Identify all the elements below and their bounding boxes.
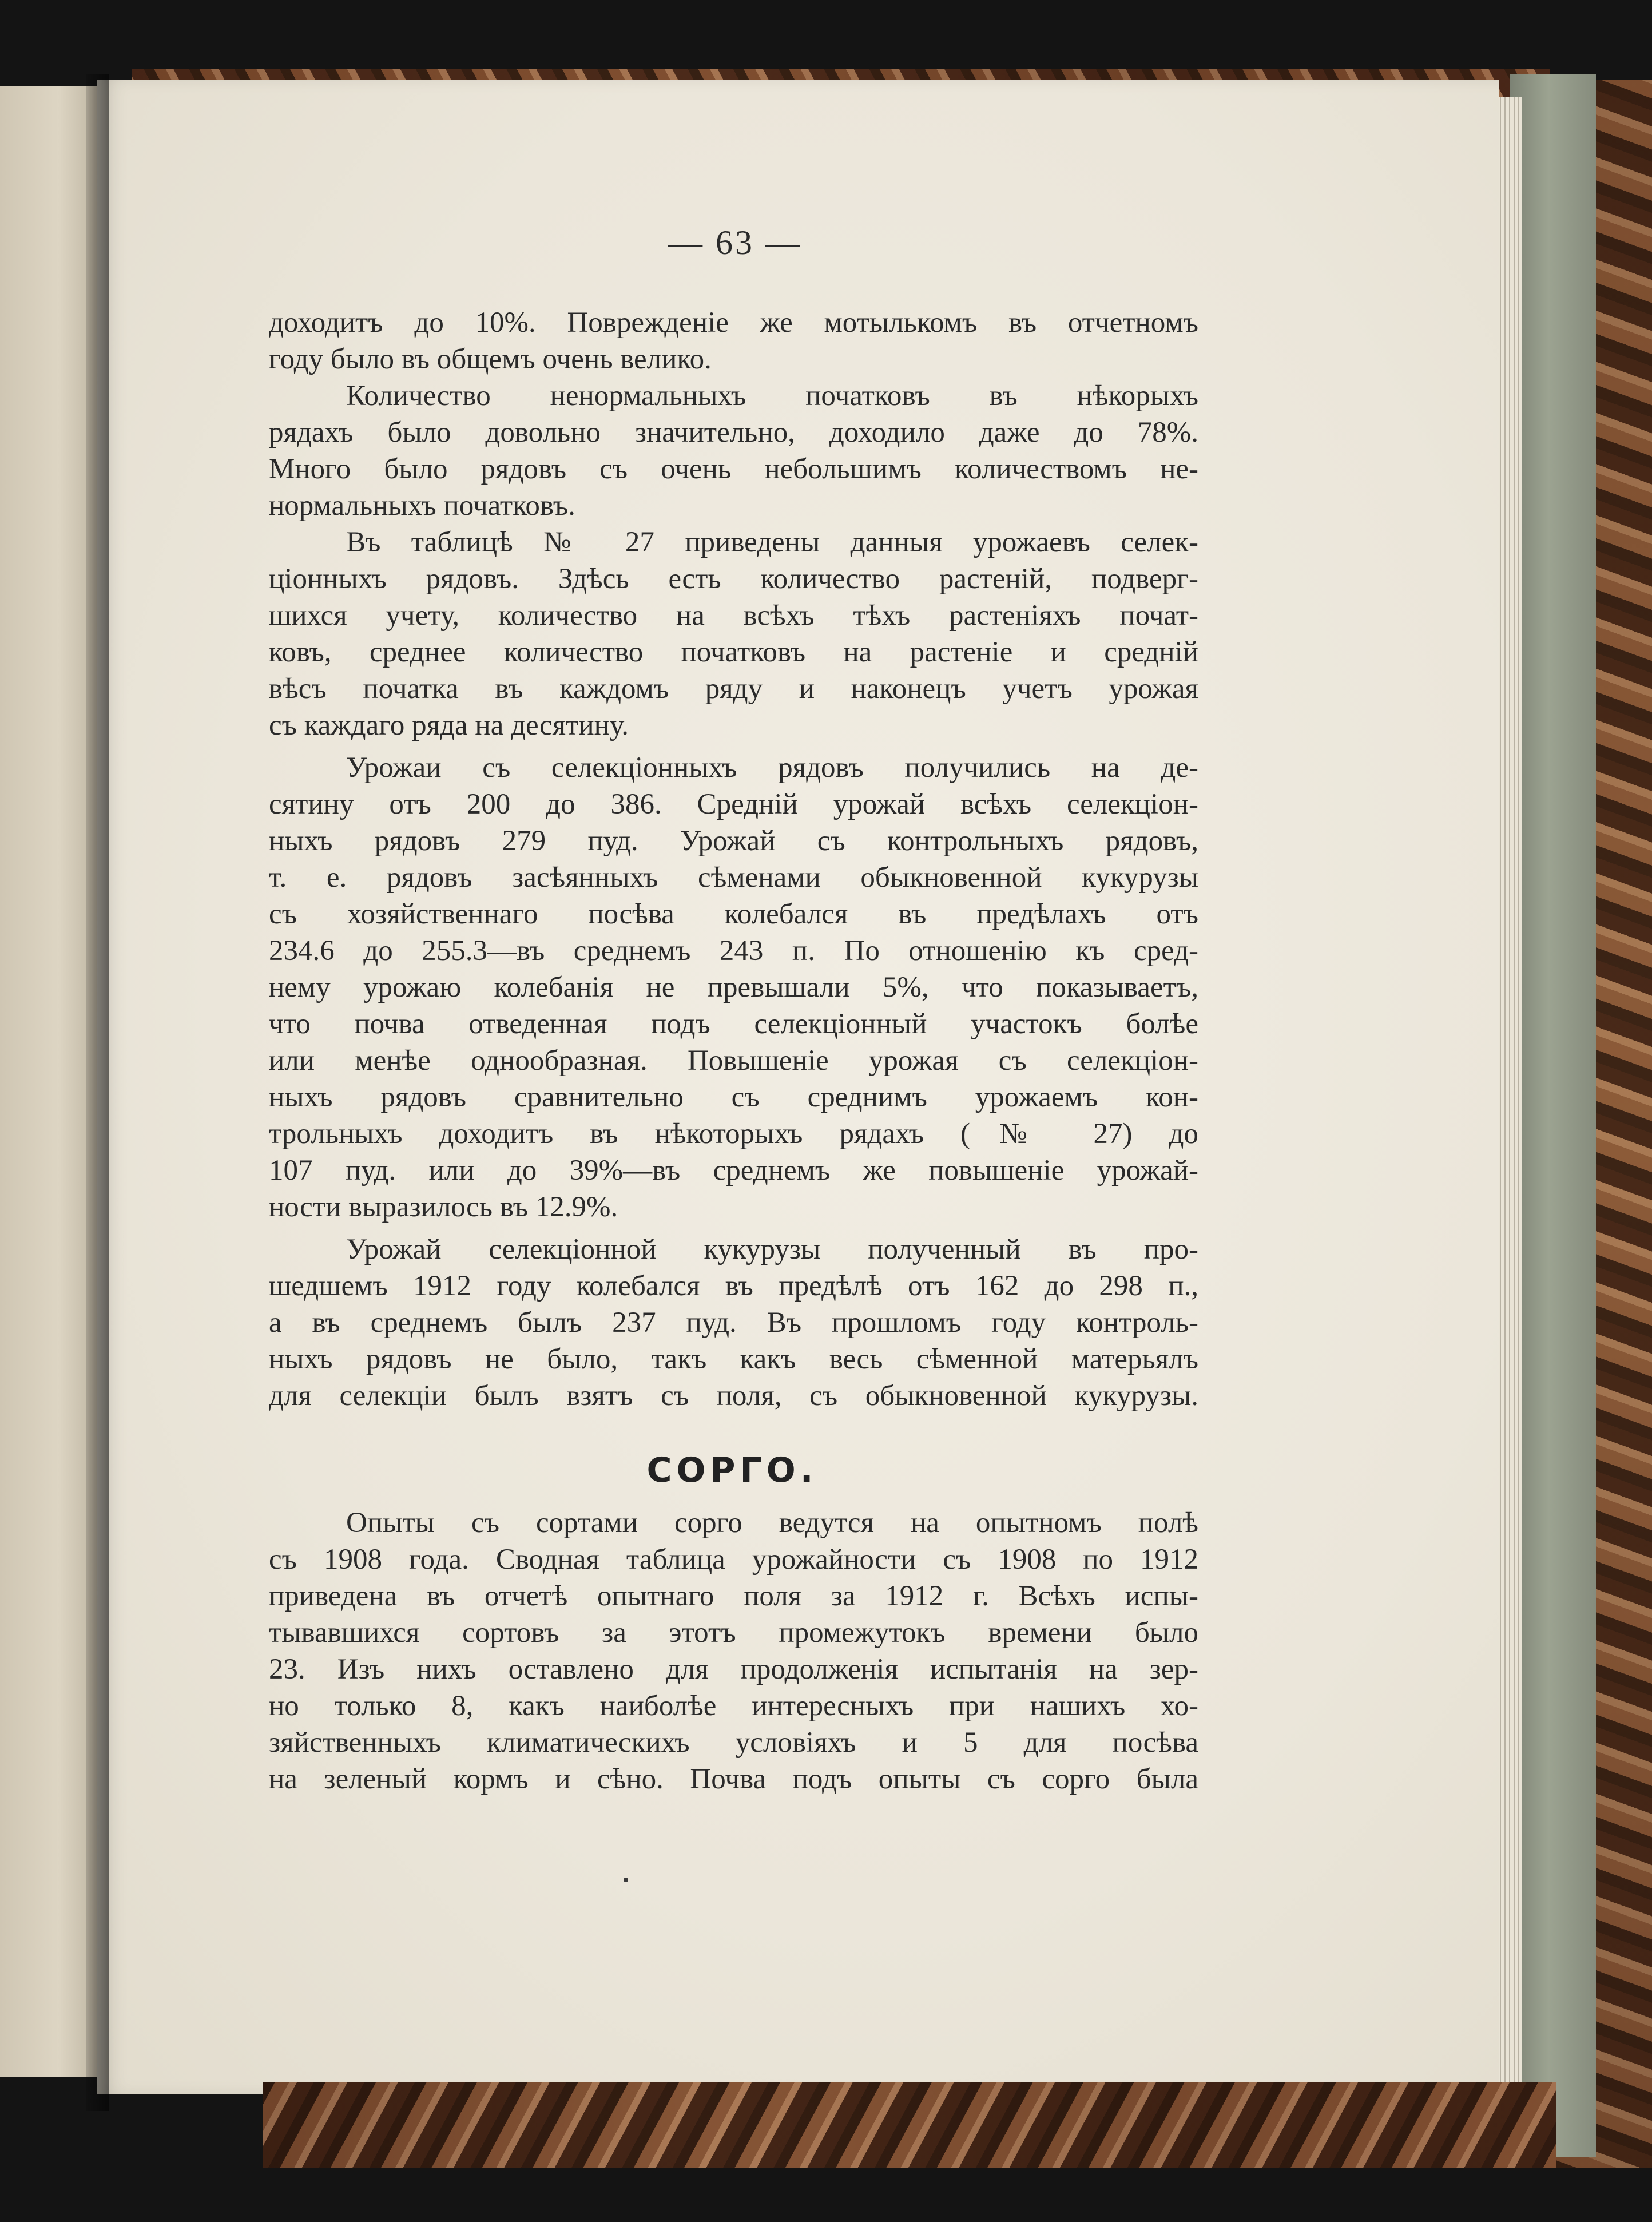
- text-line: Опыты съ сортами сорго ведутся на опытномъ полѣ: [346, 1507, 1198, 1539]
- text-line: сятину отъ 200 до 386. Средній урожай всѣхъ селекціон-: [269, 788, 1198, 820]
- text-line: съ каждаго ряда на десятину.: [269, 709, 629, 741]
- text-line: Урожаи съ селекціонныхъ рядовъ получились на де-: [346, 752, 1198, 784]
- text-line: вѣсъ початка въ каждомъ ряду и наконецъ учетъ урожая: [269, 673, 1198, 705]
- text-line: для селекціи былъ взятъ съ поля, съ обыкновенной кукурузы.: [269, 1380, 1198, 1412]
- section-heading: СОРГО.: [646, 1450, 818, 1490]
- text-line: году было въ общемъ очень велико.: [269, 343, 712, 375]
- text-line: 23. Изъ нихъ оставлено для продолженія испытанія на зер-: [269, 1653, 1198, 1685]
- text-line: съ 1908 года. Сводная таблица урожайности съ 1908 по 1912: [269, 1544, 1198, 1576]
- text-line: ности выразилось въ 12.9%.: [269, 1191, 618, 1223]
- text-line: нормальныхъ початковъ.: [269, 490, 575, 522]
- text-line: т. е. рядовъ засѣянныхъ сѣменами обыкновенной кукурузы: [269, 862, 1198, 894]
- text-line: съ хозяйственнаго посѣва колебался въ предѣлахъ отъ: [269, 898, 1198, 930]
- text-line: шихся учету, количество на всѣхъ тѣхъ растеніяхъ почат-: [269, 600, 1198, 632]
- text-line: Урожай селекціонной кукурузы полученный въ про-: [346, 1233, 1198, 1265]
- text-line: приведена въ отчетѣ опытнаго поля за 1912 г. Всѣхъ испы-: [269, 1580, 1198, 1612]
- text-line: ціонныхъ рядовъ. Здѣсь есть количество растеній, подверг-: [269, 563, 1198, 595]
- text-line: на зеленый кормъ и сѣно. Почва подъ опыты съ сорго была: [269, 1763, 1198, 1795]
- text-line: что почва отведенная подъ селекціонный участокъ болѣе: [269, 1008, 1198, 1040]
- text-line: зяйственныхъ климатическихъ условіяхъ и 5 для посѣва: [269, 1727, 1198, 1759]
- text-line: рядахъ было довольно значительно, доходило даже до 78%.: [269, 416, 1198, 449]
- ink-speck: [624, 1878, 628, 1882]
- text-line: доходитъ до 10%. Поврежденіе же мотылькомъ въ отчетномъ: [269, 307, 1198, 339]
- text-line: или менѣе однообразная. Повышеніе урожая съ селекціон-: [269, 1045, 1198, 1077]
- text-line: нему урожаю колебанія не превышали 5%, что показываетъ,: [269, 971, 1198, 1003]
- text-line: 107 пуд. или до 39%—въ среднемъ же повышеніе урожай-: [269, 1154, 1198, 1187]
- text-line: но только 8, какъ наиболѣе интересныхъ при нашихъ хо-: [269, 1690, 1198, 1722]
- text-line: ныхъ рядовъ 279 пуд. Урожай съ контрольныхъ рядовъ,: [269, 825, 1198, 857]
- text-line: шедшемъ 1912 году колебался въ предѣлѣ отъ 162 до 298 п.,: [269, 1270, 1198, 1302]
- text-line: трольныхъ доходитъ въ нѣкоторыхъ рядахъ (№ 27) до: [269, 1118, 1198, 1150]
- text-line: Въ таблицѣ № 27 приведены данныя урожаевъ селек-: [346, 526, 1198, 558]
- text-line: ковъ, среднее количество початковъ на растеніе и средній: [269, 636, 1198, 668]
- text-line: ныхъ рядовъ сравнительно съ среднимъ урожаемъ кон-: [269, 1081, 1198, 1113]
- text-line: а въ среднемъ былъ 237 пуд. Въ прошломъ году контроль-: [269, 1307, 1198, 1339]
- text-line: 234.6 до 255.3—въ среднемъ 243 п. По отношенію къ сред-: [269, 935, 1198, 967]
- text-line: Много было рядовъ съ очень небольшимъ количествомъ не-: [269, 453, 1198, 485]
- text-line: Количество ненормальныхъ початковъ въ нѣкорыхъ: [346, 380, 1198, 412]
- text-line: ныхъ рядовъ не было, такъ какъ весь сѣменной матерьялъ: [269, 1343, 1198, 1375]
- page-number: — 63 —: [668, 224, 802, 261]
- text-line: тывавшихся сортовъ за этотъ промежутокъ времени было: [269, 1617, 1198, 1649]
